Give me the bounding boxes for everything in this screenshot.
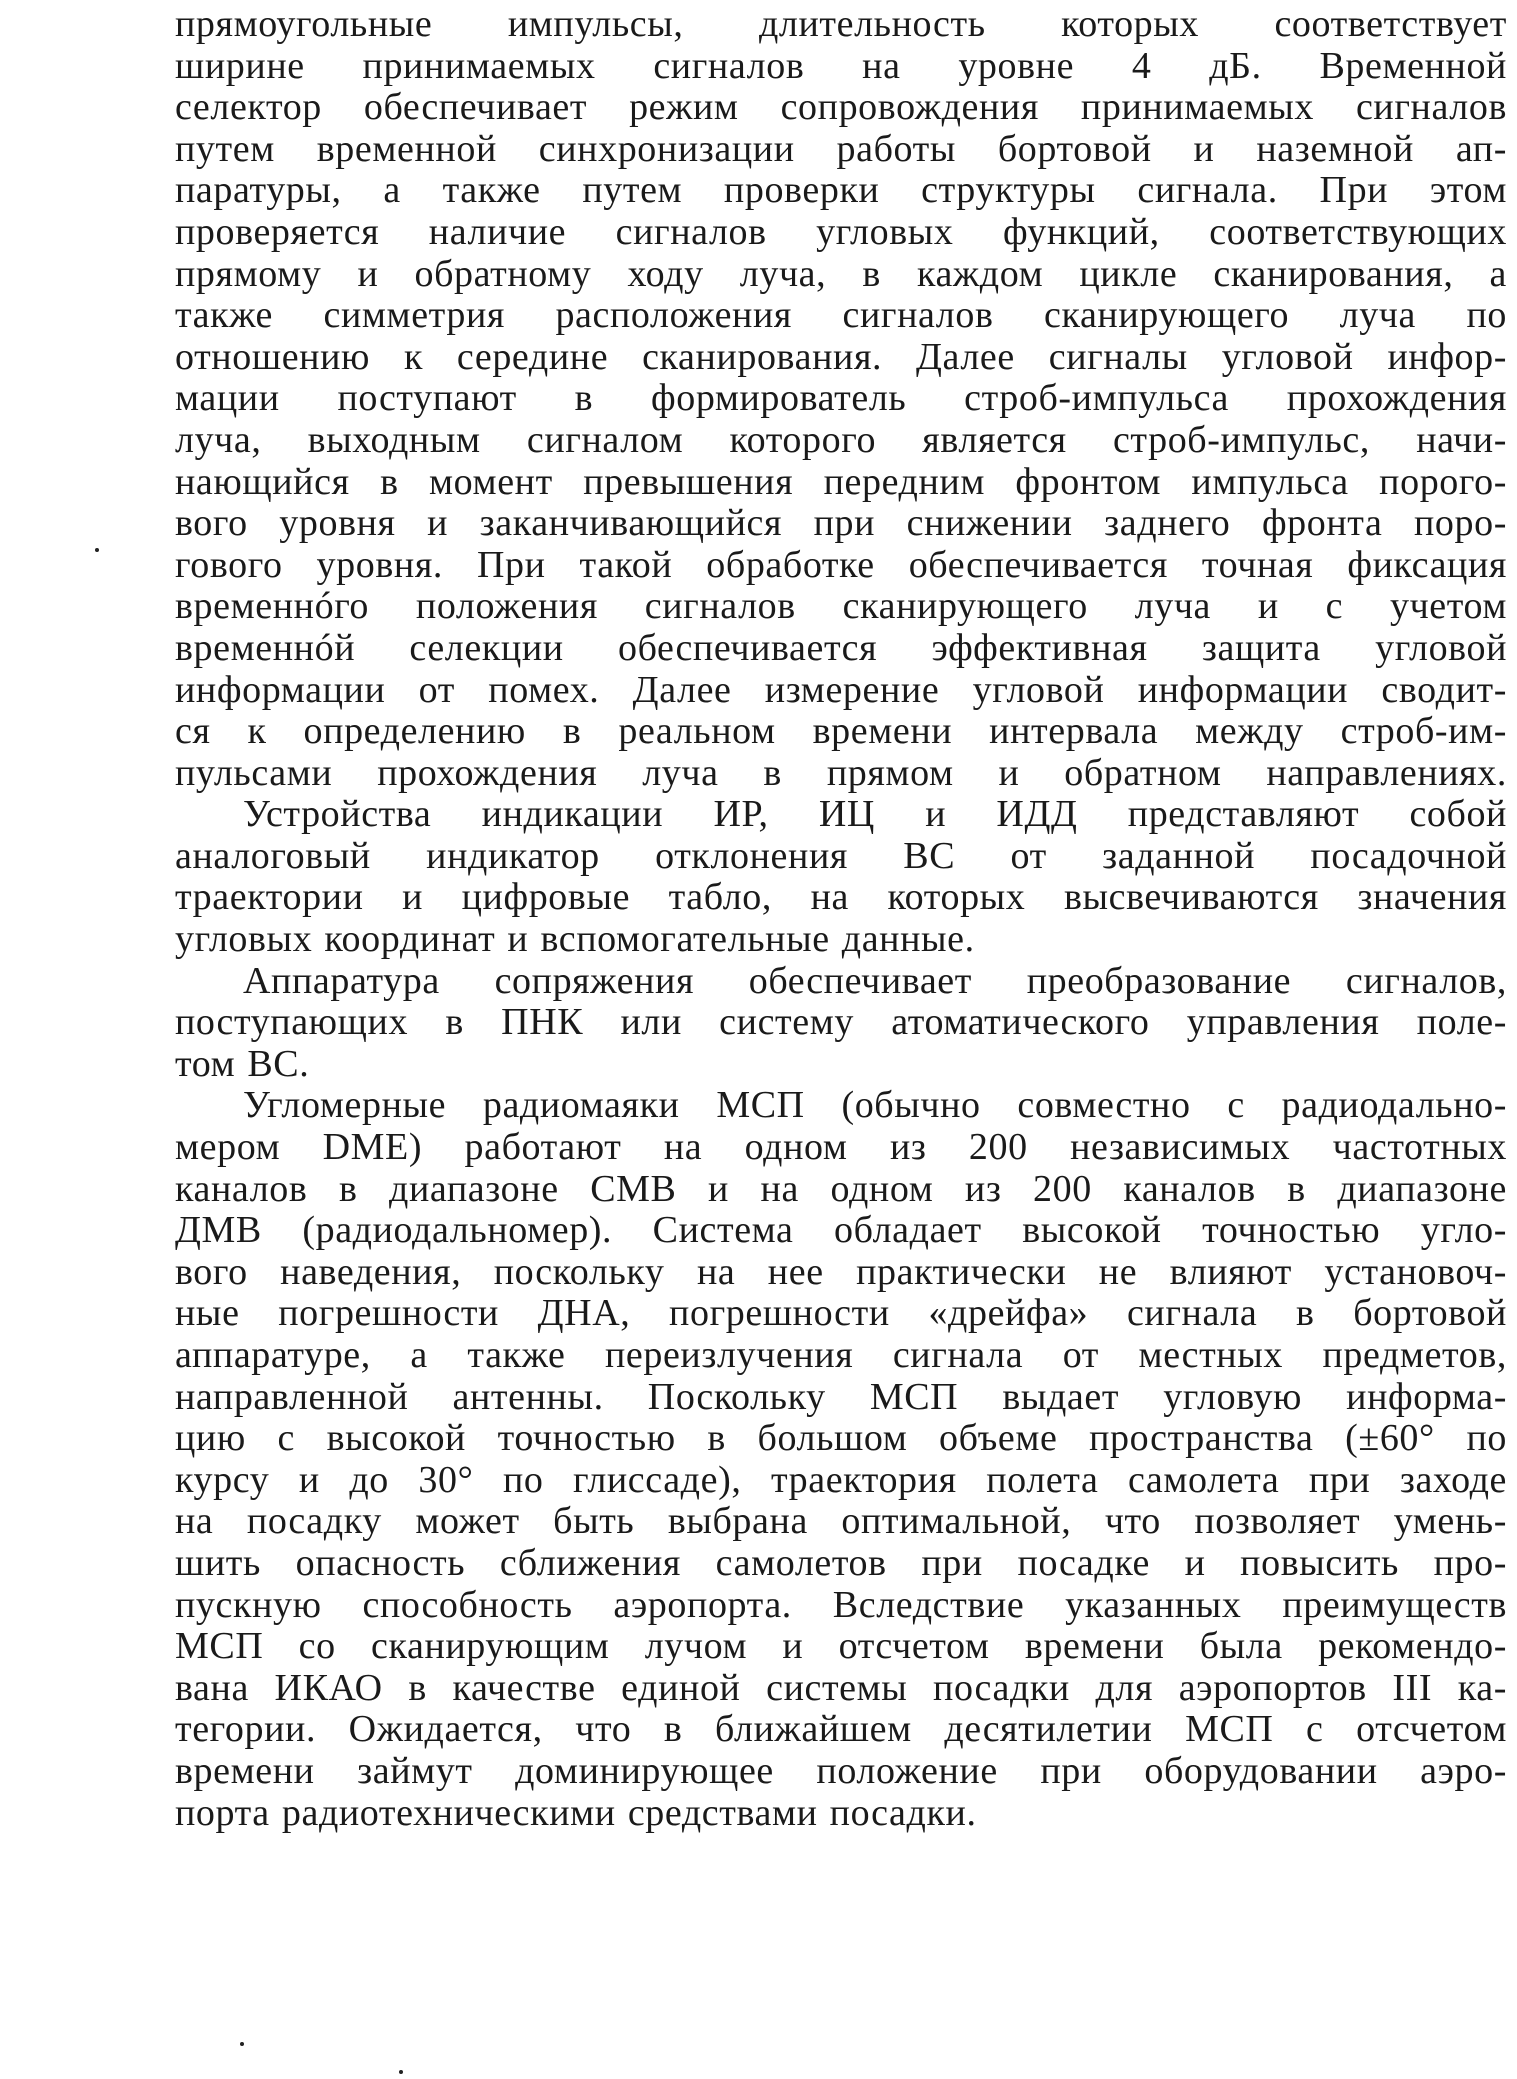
- text-line: курсу и до 30° по глиссаде), траектория полета самолета при заходе: [175, 1459, 1507, 1501]
- text-line: порта радиотехническими средствами посадки.: [175, 1792, 977, 1834]
- text-line: прямоугольные импульсы, длительность которых соответствует: [175, 4, 1507, 45]
- scan-speck: [95, 548, 99, 552]
- text-line: ширине принимаемых сигналов на уровне 4 дБ. Временной: [175, 45, 1507, 87]
- text-line: ДМВ (радиодальномер). Система обладает высокой точностью угло-: [175, 1210, 1507, 1252]
- text-line: Угломерные радиомаяки МСП (обычно совместно с радиодально-: [243, 1085, 1507, 1127]
- scan-speck: [399, 2070, 403, 2074]
- text-line: проверяется наличие сигналов угловых функций, соответствующих: [175, 211, 1507, 253]
- text-line: поступающих в ПНК или систему атоматического управления поле-: [175, 1002, 1507, 1044]
- paragraph-2: [175, 794, 1507, 960]
- text-line: времени займут доминирующее положение при оборудовании аэро-: [175, 1750, 1507, 1792]
- text-line: том ВС.: [175, 1043, 310, 1085]
- text-line: мации поступают в формирователь строб-импульса прохождения: [175, 378, 1507, 420]
- text-line: ные погрешности ДНА, погрешности «дрейфа» сигнала в бортовой: [175, 1293, 1507, 1335]
- text-line: пускную способность аэропорта. Вследствие указанных преимуществ: [175, 1584, 1507, 1626]
- text-line: цию с высокой точностью в большом объеме пространства (±60° по: [175, 1418, 1507, 1460]
- text-line: луча, выходным сигналом которого является строб-импульс, начи-: [175, 419, 1507, 461]
- text-line: вого наведения, поскольку на нее практически не влияют установоч-: [175, 1251, 1507, 1293]
- text-line: информации от помех. Далее измерение угловой информации сводит-: [175, 669, 1507, 711]
- text-line: селектор обеспечивает режим сопровождения принимаемых сигналов: [175, 87, 1507, 129]
- text-line: путем временной синхронизации работы бортовой и наземной ап-: [175, 128, 1507, 170]
- text-line: направленной антенны. Поскольку МСП выдает угловую информа-: [175, 1376, 1507, 1418]
- text-line: угловых координат и вспомогательные данные.: [175, 919, 975, 961]
- text-line: ся к определению в реальном времени интервала между строб-им-: [175, 711, 1507, 753]
- paragraph-3: [175, 961, 1507, 1086]
- text-line: аппаратуре, а также переизлучения сигнала от местных предметов,: [175, 1335, 1507, 1376]
- text-line: отношению к середине сканирования. Далее сигналы угловой инфор-: [175, 336, 1507, 378]
- text-line: гового уровня. При такой обработке обеспечивается точная фиксация: [175, 544, 1507, 586]
- text-line: Устройства индикации ИР, ИЦ и ИДД представляют собой: [243, 794, 1507, 836]
- text-line: на посадку может быть выбрана оптимальной, что позволяет умень-: [175, 1501, 1507, 1543]
- text-line: прямому и обратному ходу луча, в каждом цикле сканирования, а: [175, 253, 1507, 295]
- text-line: мером DME) работают на одном из 200 независимых частотных: [175, 1127, 1507, 1169]
- text-line: МСП со сканирующим лучом и отсчетом времени была рекомендо-: [175, 1626, 1507, 1668]
- text-line: аналоговый индикатор отклонения ВС от заданной посадочной: [175, 835, 1507, 877]
- text-line: временнóй селекции обеспечивается эффективная защита угловой: [175, 627, 1507, 669]
- text-line: временнóго положения сигналов сканирующего луча и с учетом: [175, 586, 1507, 628]
- scan-speck: [240, 2042, 244, 2046]
- text-line: тегории. Ожидается, что в ближайшем десятилетии МСП с отсчетом: [175, 1709, 1507, 1751]
- paragraph-1: [175, 4, 1507, 794]
- text-line: нающийся в момент превышения передним фронтом импульса порого-: [175, 461, 1507, 503]
- paragraph-4: [175, 1085, 1507, 1834]
- text-line: пульсами прохождения луча в прямом и обратном направлениях.: [175, 752, 1507, 794]
- text-line: Аппаратура сопряжения обеспечивает преобразование сигналов,: [243, 960, 1507, 1002]
- text-line: паратуры, а также путем проверки структуры сигнала. При этом: [175, 170, 1507, 212]
- text-line: также симметрия расположения сигналов сканирующего луча по: [175, 295, 1507, 337]
- text-line: вого уровня и заканчивающийся при снижении заднего фронта поро-: [175, 503, 1507, 545]
- text-line: вана ИКАО в качестве единой системы посадки для аэропортов III ка-: [175, 1667, 1507, 1709]
- text-line: шить опасность сближения самолетов при посадке и повысить про-: [175, 1542, 1507, 1584]
- text-line: траектории и цифровые табло, на которых высвечиваются значения: [175, 877, 1507, 919]
- text-line: каналов в диапазоне СМВ и на одном из 200 каналов в диапазоне: [175, 1168, 1507, 1210]
- document-page: [175, 4, 1507, 1834]
